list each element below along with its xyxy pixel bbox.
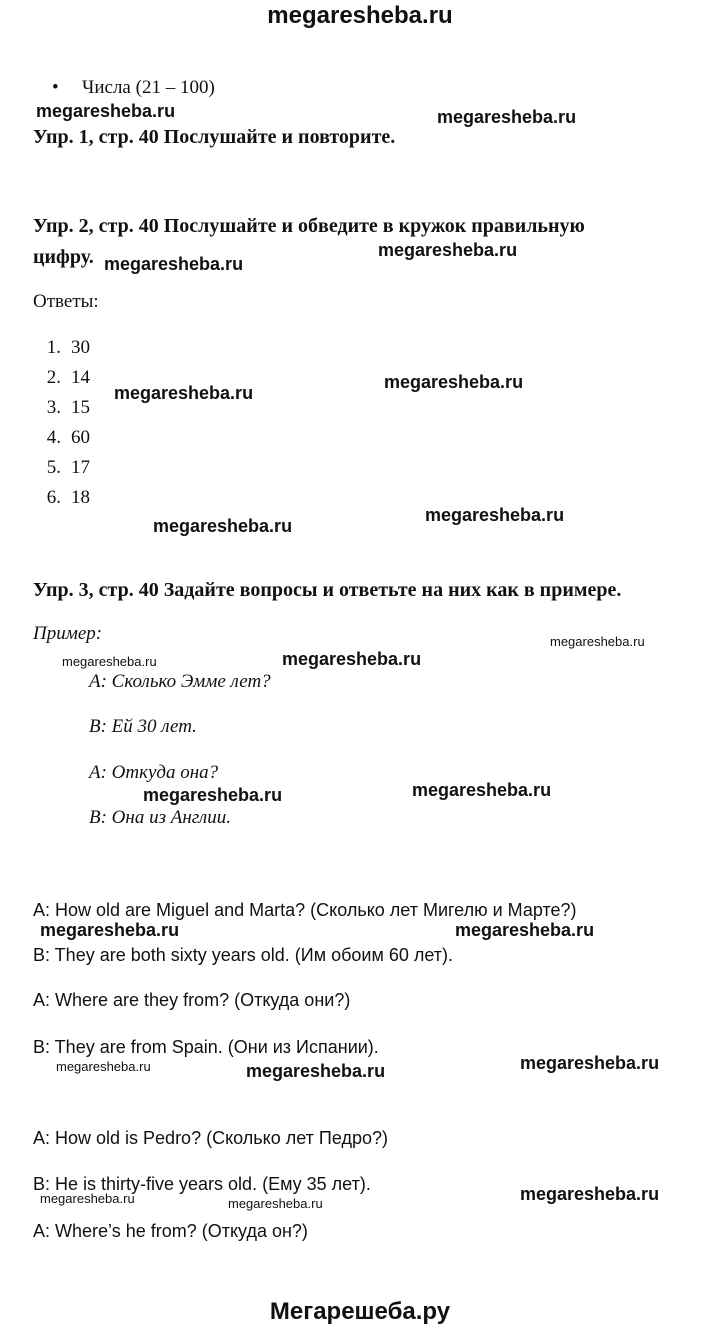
bullet-icon: • bbox=[52, 77, 59, 98]
watermark: megaresheba.ru bbox=[56, 1059, 151, 1074]
dialog-line: A: Where’s he from? (Откуда он?) bbox=[33, 1221, 308, 1241]
list-item: 4. 60 bbox=[46, 427, 90, 448]
example-line: B: Ей 30 лет. bbox=[89, 716, 197, 737]
watermark: megaresheba.ru bbox=[62, 654, 157, 669]
watermark: megaresheba.ru bbox=[114, 383, 254, 403]
exercise-1-title: Упр. 1, стр. 40 Послушайте и повторите. bbox=[33, 126, 396, 148]
dialog-line: B: They are from Spain. (Они из Испании). bbox=[33, 1037, 379, 1057]
site-header[interactable]: megaresheba.ru bbox=[267, 2, 453, 29]
watermark: megaresheba.ru bbox=[455, 920, 595, 940]
watermark: megaresheba.ru bbox=[104, 254, 244, 274]
answers-list bbox=[33, 333, 90, 513]
watermark: megaresheba.ru bbox=[143, 785, 283, 805]
watermark: megaresheba.ru bbox=[40, 920, 180, 940]
watermark: megaresheba.ru bbox=[40, 1191, 135, 1206]
example-line: A: Откуда она? bbox=[89, 762, 219, 783]
list-item: 6. 18 bbox=[46, 487, 90, 508]
watermark: megaresheba.ru bbox=[425, 505, 565, 525]
dialog-line: B: They are both sixty years old. (Им обоим 60 лет). bbox=[33, 945, 454, 965]
list-item: 1. 30 bbox=[46, 337, 90, 358]
watermark: megaresheba.ru bbox=[246, 1061, 386, 1081]
list-item: 2. 14 bbox=[46, 367, 90, 388]
watermark: megaresheba.ru bbox=[437, 107, 577, 127]
watermark: megaresheba.ru bbox=[36, 101, 176, 121]
watermark: megaresheba.ru bbox=[550, 634, 645, 649]
example-line: B: Она из Англии. bbox=[89, 807, 231, 828]
example-label: Пример: bbox=[33, 623, 103, 644]
watermark: megaresheba.ru bbox=[520, 1053, 660, 1073]
watermark: megaresheba.ru bbox=[282, 649, 422, 669]
dialog-line: A: Where are they from? (Откуда они?) bbox=[33, 990, 351, 1010]
watermark: megaresheba.ru bbox=[412, 780, 552, 800]
watermark: megaresheba.ru bbox=[520, 1184, 660, 1204]
exercise-2-title-line1: Упр. 2, стр. 40 Послушайте и обведите в кружок правильную bbox=[33, 215, 585, 237]
answers-label: Ответы: bbox=[33, 291, 99, 312]
dialog-line: A: How old is Pedro? (Сколько лет Педро?) bbox=[33, 1128, 388, 1148]
topic-text: Числа (21 – 100) bbox=[82, 77, 215, 98]
watermark: megaresheba.ru bbox=[153, 516, 293, 536]
watermark: megaresheba.ru bbox=[378, 240, 518, 260]
example-line: A: Сколько Эмме лет? bbox=[89, 671, 271, 692]
exercise-2-title-line2: цифру. bbox=[33, 246, 94, 268]
site-footer[interactable]: Мегарешеба.ру bbox=[269, 1298, 451, 1325]
exercise-3-title: Упр. 3, стр. 40 Задайте вопросы и ответьте на них как в примере. bbox=[33, 579, 622, 601]
dialog-line: B: He is thirty-five years old. (Ему 35 лет). bbox=[33, 1174, 371, 1194]
watermark: megaresheba.ru bbox=[384, 372, 524, 392]
list-item: 5. 17 bbox=[46, 457, 90, 478]
watermark: megaresheba.ru bbox=[228, 1196, 323, 1211]
dialog-line: A: How old are Miguel and Marta? (Сколько лет Мигелю и Марте?) bbox=[33, 900, 577, 920]
topic-bullet-item bbox=[52, 77, 215, 99]
list-item: 3. 15 bbox=[46, 397, 90, 418]
